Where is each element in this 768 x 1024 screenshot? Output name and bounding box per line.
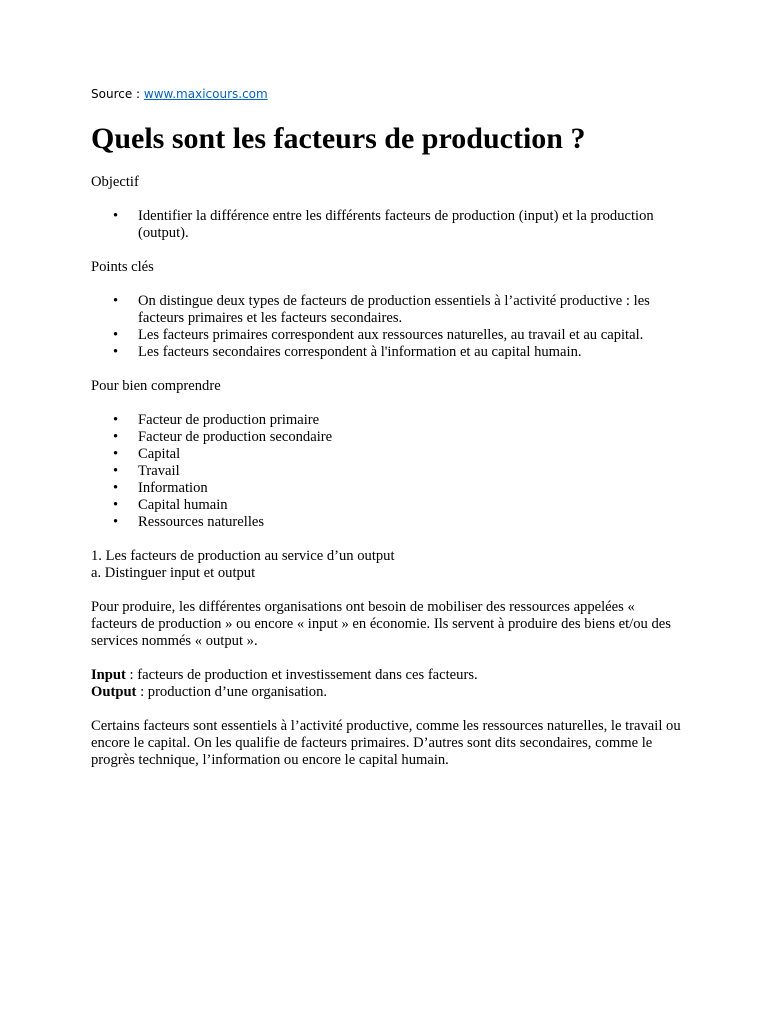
source-label: Source : <box>91 87 144 101</box>
page-title: Quels sont les facteurs de production ? <box>91 122 586 155</box>
section-title: 1. Les facteurs de production au service d’un output <box>91 548 395 564</box>
output-def: : production d’une organisation. <box>136 684 328 700</box>
list-item: • Identifier la différence entre les différents facteurs de production (input) et la production (output). <box>91 208 681 242</box>
list-item: • Les facteurs primaires correspondent aux ressources naturelles, au travail et au capital. <box>91 327 681 344</box>
objectif-list <box>91 208 681 242</box>
list-item: • Facteur de production primaire <box>91 412 681 429</box>
list-item: • Facteur de production secondaire <box>91 429 681 446</box>
list-item: • Capital <box>91 446 681 463</box>
list-item: • Information <box>91 480 681 497</box>
input-term: Input <box>91 667 126 683</box>
list-item: • On distingue deux types de facteurs de production essentiels à l’activité productive : les facteurs primaires et les facteurs secondaires. <box>91 293 681 327</box>
objectif-heading: Objectif <box>91 174 139 190</box>
input-definition <box>91 667 681 684</box>
points-cles-list <box>91 293 681 361</box>
output-definition <box>91 684 681 701</box>
comprendre-list <box>91 412 681 531</box>
list-item: • Capital humain <box>91 497 681 514</box>
points-cles-heading: Points clés <box>91 259 154 275</box>
input-def: : facteurs de production et investissement dans ces facteurs. <box>125 667 478 683</box>
source-link[interactable]: www.maxicours.com <box>143 87 268 101</box>
output-term: Output <box>91 684 137 700</box>
list-item: • Les facteurs secondaires correspondent à l'information et au capital humain. <box>91 344 681 361</box>
list-item: • Ressources naturelles <box>91 514 681 531</box>
section-subtitle: a. Distinguer input et output <box>91 565 256 581</box>
closing-paragraph: Certains facteurs sont essentiels à l’activité productive, comme les ressources naturelles, le travail ou encore le capital. On les qualifie de facteurs primaires. D’autres sont dits secondaires, comme le progrès technique, l’information ou encore le capital humain. <box>91 718 681 768</box>
source-line <box>91 86 681 102</box>
document-page <box>91 86 681 769</box>
intro-paragraph: Pour produire, les différentes organisations ont besoin de mobiliser des ressources appelées « facteurs de production » ou encore « input » en économie. Ils servent à produire des biens et/ou des services nommés « output ». <box>91 599 671 649</box>
list-item: • Travail <box>91 463 681 480</box>
comprendre-heading: Pour bien comprendre <box>91 378 221 394</box>
